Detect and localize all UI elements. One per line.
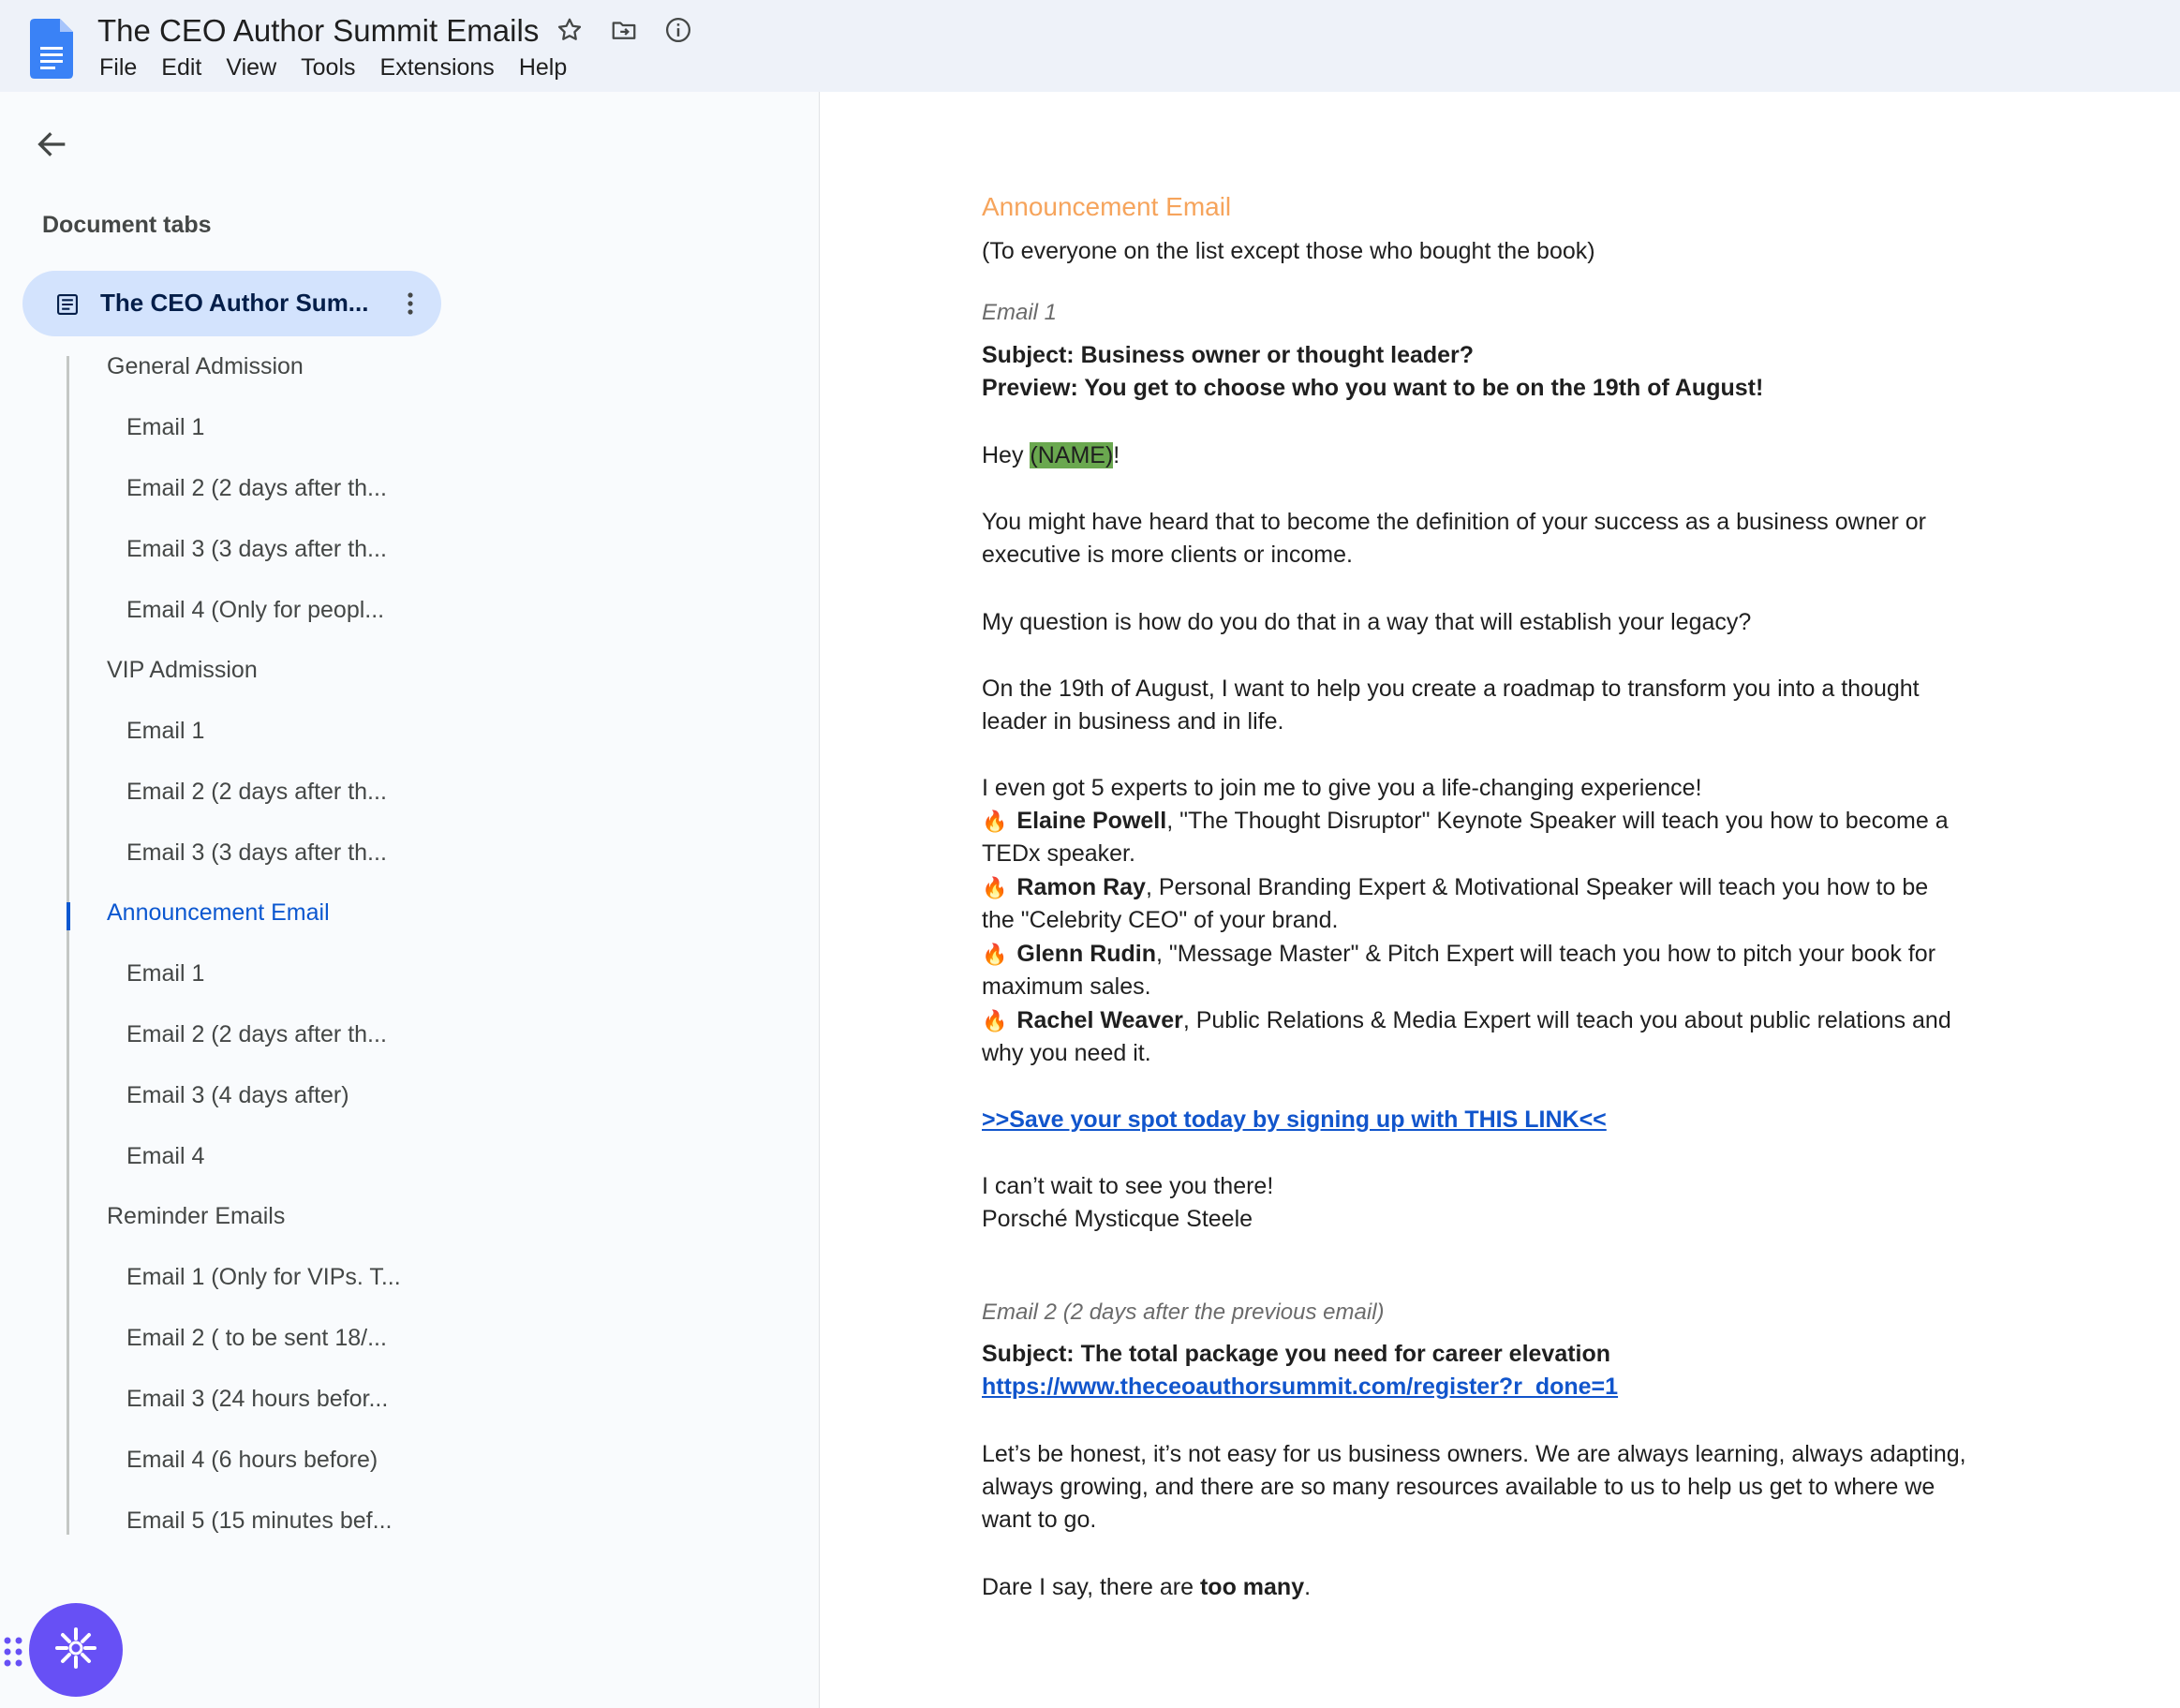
outline-item[interactable]: Email 4 (Only for peopl... (126, 597, 385, 623)
fire-icon: 🔥 (982, 809, 1008, 833)
outline-item[interactable]: Email 1 (126, 960, 205, 987)
speaker-line (982, 874, 1928, 901)
app-header (0, 0, 2180, 92)
menu-extensions[interactable]: Extensions (379, 54, 495, 81)
outline-rail (67, 356, 69, 1535)
fire-icon: 🔥 (982, 876, 1008, 899)
fire-icon: 🔥 (982, 1009, 1008, 1032)
menu-file[interactable]: File (99, 54, 138, 81)
greeting-suffix: ! (1113, 442, 1120, 468)
menu-view[interactable]: View (226, 54, 277, 81)
document-canvas[interactable] (820, 92, 2180, 1708)
tab-the-ceo-author-summit[interactable] (22, 271, 441, 336)
outline-item[interactable]: Email 3 (3 days after th... (126, 536, 387, 562)
speaker-desc: , Public Relations & Media Expert will teach you about public relations and (1182, 1007, 1951, 1033)
text-run: Dare I say, there are (982, 1574, 1200, 1600)
speaker-name: Rachel Weaver (1016, 1007, 1183, 1033)
email-subject: Subject: Business owner or thought leader? (982, 342, 1475, 368)
menu-help[interactable]: Help (518, 54, 568, 81)
text-run-bold: too many (1199, 1574, 1305, 1600)
more-vert-icon[interactable] (393, 286, 427, 321)
outline-item[interactable]: Email 4 (126, 1143, 205, 1169)
name-placeholder: (NAME) (1030, 442, 1114, 468)
outline-item[interactable]: Email 3 (4 days after) (126, 1082, 349, 1108)
signup-link[interactable]: >>Save your spot today by signing up with THIS LINK<< (982, 1106, 1607, 1133)
docs-logo-icon[interactable] (30, 19, 73, 79)
info-icon[interactable] (661, 13, 695, 47)
paragraph: My question is how do you do that in a way that will establish your legacy? (982, 609, 1752, 635)
email-preview: Preview: You get to choose who you want to be on the 19th of August! (982, 375, 1764, 401)
document-icon (54, 291, 81, 322)
greeting-prefix: Hey (982, 442, 1031, 468)
outline-item-announcement-email[interactable]: Announcement Email (107, 899, 330, 926)
outline-item[interactable]: Email 5 (15 minutes bef... (126, 1507, 393, 1534)
paragraph: want to go. (982, 1507, 1097, 1533)
email-label: Email 2 (2 days after the previous email) (982, 1300, 1385, 1325)
speaker-desc: TEDx speaker. (982, 840, 1135, 867)
speaker-name: Elaine Powell (1016, 808, 1167, 834)
signature: Porsché Mysticque Steele (982, 1206, 1253, 1232)
star-icon[interactable] (553, 13, 586, 47)
speaker-desc: , "Message Master" & Pitch Expert will teach you how to pitch your book for (1156, 941, 1936, 967)
outline-item[interactable]: Email 1 (Only for VIPs. T... (126, 1264, 401, 1290)
outline-item-vip-admission[interactable]: VIP Admission (107, 657, 258, 683)
signoff: I can’t wait to see you there! (982, 1173, 1274, 1199)
menu-bar (97, 54, 579, 82)
greeting (982, 442, 1120, 469)
drag-handle-icon[interactable] (2, 1635, 24, 1673)
outline-item[interactable]: Email 2 (2 days after th... (126, 475, 387, 501)
speaker-desc: maximum sales. (982, 973, 1151, 1000)
assistant-button[interactable] (29, 1603, 123, 1697)
sparkle-icon (53, 1626, 98, 1675)
outline-item[interactable]: Email 2 ( to be sent 18/... (126, 1325, 387, 1351)
text-run: . (1304, 1574, 1312, 1600)
paragraph: executive is more clients or income. (982, 542, 1353, 568)
speaker-desc: , Personal Branding Expert & Motivational Speaker will teach you how to be (1145, 874, 1929, 900)
document-tabs-heading: Document tabs (42, 212, 212, 238)
outline-item[interactable]: Email 4 (6 hours before) (126, 1447, 378, 1473)
speaker-desc: the "Celebrity CEO" of your brand. (982, 907, 1339, 933)
document-tabs-sidebar (0, 92, 820, 1708)
outline-item-general-admission[interactable]: General Admission (107, 353, 304, 379)
outline-item[interactable]: Email 3 (24 hours befor... (126, 1386, 389, 1412)
section-heading: Announcement Email (982, 192, 1232, 221)
outline-item[interactable]: Email 3 (3 days after th... (126, 839, 387, 866)
document-title[interactable]: The CEO Author Summit Emails (97, 13, 540, 48)
menu-tools[interactable]: Tools (301, 54, 356, 81)
fire-icon: 🔥 (982, 943, 1008, 966)
audience-note: (To everyone on the list except those who bought the book) (982, 238, 1595, 264)
paragraph: You might have heard that to become the definition of your success as a business owner or (982, 509, 1927, 535)
speaker-line (982, 808, 1949, 835)
email-label: Email 1 (982, 300, 1058, 325)
speaker-line (982, 1007, 1951, 1034)
paragraph: always growing, and there are so many resources available to us to help us get to where we (982, 1474, 1935, 1500)
paragraph: I even got 5 experts to join me to give you a life-changing experience! (982, 775, 1702, 801)
folder-move-icon[interactable] (607, 13, 641, 47)
outline-item-reminder-emails[interactable]: Reminder Emails (107, 1203, 286, 1229)
speaker-name: Glenn Rudin (1016, 941, 1157, 967)
paragraph: On the 19th of August, I want to help you create a roadmap to transform you into a thought (982, 676, 1920, 702)
outline-item[interactable]: Email 1 (126, 718, 205, 744)
arrow-back-icon[interactable] (34, 126, 71, 163)
outline-item[interactable]: Email 1 (126, 414, 205, 440)
paragraph: Let’s be honest, it’s not easy for us business owners. We are always learning, always adapting, (982, 1441, 1966, 1467)
speaker-desc: why you need it. (982, 1040, 1151, 1066)
paragraph: leader in business and in life. (982, 708, 1284, 735)
outline-item[interactable]: Email 2 (2 days after th... (126, 779, 387, 805)
menu-edit[interactable]: Edit (161, 54, 202, 81)
outline-item[interactable]: Email 2 (2 days after th... (126, 1021, 387, 1047)
paragraph (982, 1574, 1311, 1601)
register-link[interactable]: https://www.theceoauthorsummit.com/register?r_done=1 (982, 1374, 1619, 1400)
speaker-name: Ramon Ray (1016, 874, 1146, 900)
speaker-line (982, 941, 1935, 968)
outline-active-indicator (67, 902, 70, 930)
tab-label: The CEO Author Sum... (100, 289, 369, 317)
email-subject: Subject: The total package you need for career elevation (982, 1341, 1611, 1367)
speaker-desc: , "The Thought Disruptor" Keynote Speaker will teach you how to become a (1166, 808, 1949, 834)
